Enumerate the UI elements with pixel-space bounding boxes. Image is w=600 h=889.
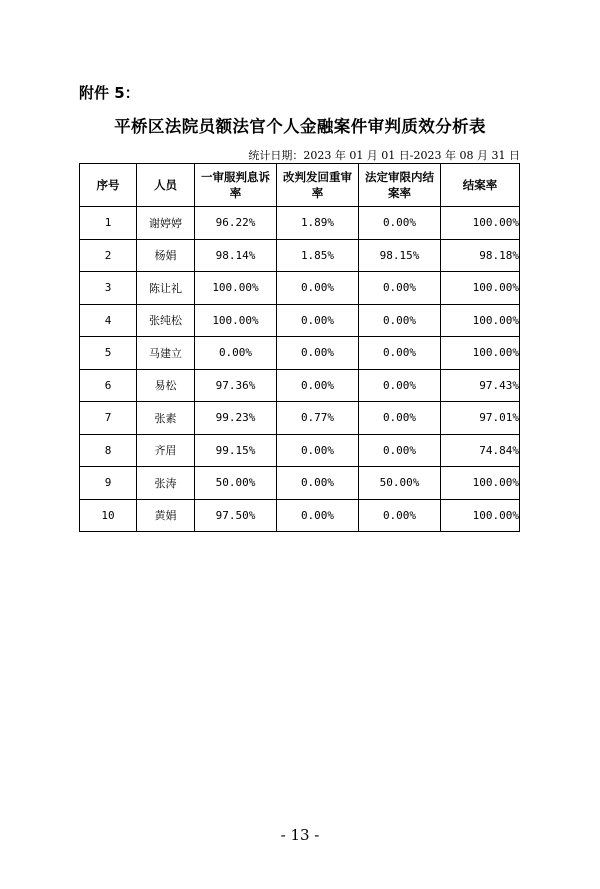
table-row [80,207,520,240]
closure-rate-cell: 100.00% [441,499,520,532]
acceptance-rate-cell: 97.50% [195,499,277,532]
table-header-row [80,164,520,207]
page-number: - 13 - [280,826,320,844]
closure-rate-cell: 100.00% [441,467,520,500]
acceptance-rate-cell: 100.00% [195,272,277,305]
statutory-limit-rate-cell: 0.00% [359,207,441,240]
judge-quality-table [79,163,520,532]
statutory-limit-rate-cell: 0.00% [359,337,441,370]
personnel-cell: 张涛 [137,467,195,500]
closure-rate-cell: 97.01% [441,402,520,435]
table-row [80,272,520,305]
table-row [80,239,520,272]
personnel-cell: 杨娟 [137,239,195,272]
table-row [80,304,520,337]
serial-number-cell: 7 [80,402,137,435]
closure-rate-cell: 98.18% [441,239,520,272]
statutory-limit-rate-cell: 50.00% [359,467,441,500]
reversal-rate-cell: 0.00% [277,369,359,402]
personnel-cell: 易松 [137,369,195,402]
acceptance-rate-cell: 100.00% [195,304,277,337]
reversal-rate-cell: 0.00% [277,499,359,532]
table-row [80,499,520,532]
table-row [80,402,520,435]
attachment-label: 附件 5： [79,84,140,102]
serial-number-cell: 4 [80,304,137,337]
statutory-limit-rate-cell: 0.00% [359,369,441,402]
personnel-cell: 黄娟 [137,499,195,532]
closure-rate-cell: 100.00% [441,304,520,337]
header-reversal-remand-rate: 改判发回重审率 [277,164,359,207]
header-case-closure-rate: 结案率 [441,164,520,207]
personnel-cell: 齐眉 [137,434,195,467]
serial-number-cell: 10 [80,499,137,532]
statutory-limit-rate-cell: 98.15% [359,239,441,272]
reversal-rate-cell: 0.00% [277,434,359,467]
reversal-rate-cell: 0.77% [277,402,359,435]
table-row [80,337,520,370]
serial-number-cell: 9 [80,467,137,500]
closure-rate-cell: 100.00% [441,207,520,240]
acceptance-rate-cell: 96.22% [195,207,277,240]
acceptance-rate-cell: 98.14% [195,239,277,272]
table-row [80,434,520,467]
personnel-cell: 马建立 [137,337,195,370]
table-row [80,467,520,500]
reversal-rate-cell: 0.00% [277,304,359,337]
personnel-cell: 张素 [137,402,195,435]
serial-number-cell: 8 [80,434,137,467]
header-personnel: 人员 [137,164,195,207]
header-serial-number: 序号 [80,164,137,207]
statutory-limit-rate-cell: 0.00% [359,434,441,467]
closure-rate-cell: 97.43% [441,369,520,402]
acceptance-rate-cell: 97.36% [195,369,277,402]
serial-number-cell: 3 [80,272,137,305]
statutory-limit-rate-cell: 0.00% [359,402,441,435]
personnel-cell: 陈让礼 [137,272,195,305]
serial-number-cell: 1 [80,207,137,240]
statutory-limit-rate-cell: 0.00% [359,272,441,305]
personnel-cell: 张纯松 [137,304,195,337]
reversal-rate-cell: 0.00% [277,272,359,305]
acceptance-rate-cell: 99.15% [195,434,277,467]
reversal-rate-cell: 1.89% [277,207,359,240]
closure-rate-cell: 74.84% [441,434,520,467]
personnel-cell: 谢婷婷 [137,207,195,240]
serial-number-cell: 2 [80,239,137,272]
closure-rate-cell: 100.00% [441,337,520,370]
statistics-date-range: 统计日期：2023 年 01 月 01 日-2023 年 08 月 31 日 [248,149,520,162]
serial-number-cell: 5 [80,337,137,370]
statutory-limit-rate-cell: 0.00% [359,304,441,337]
serial-number-cell: 6 [80,369,137,402]
statutory-limit-rate-cell: 0.00% [359,499,441,532]
acceptance-rate-cell: 50.00% [195,467,277,500]
closure-rate-cell: 100.00% [441,272,520,305]
reversal-rate-cell: 0.00% [277,467,359,500]
header-first-instance-acceptance-rate: 一审服判息诉率 [195,164,277,207]
document-title: 平桥区法院员额法官个人金融案件审判质效分析表 [114,117,486,136]
acceptance-rate-cell: 0.00% [195,337,277,370]
table-row [80,369,520,402]
header-within-statutory-limit-rate: 法定审限内结案率 [359,164,441,207]
reversal-rate-cell: 1.85% [277,239,359,272]
acceptance-rate-cell: 99.23% [195,402,277,435]
reversal-rate-cell: 0.00% [277,337,359,370]
